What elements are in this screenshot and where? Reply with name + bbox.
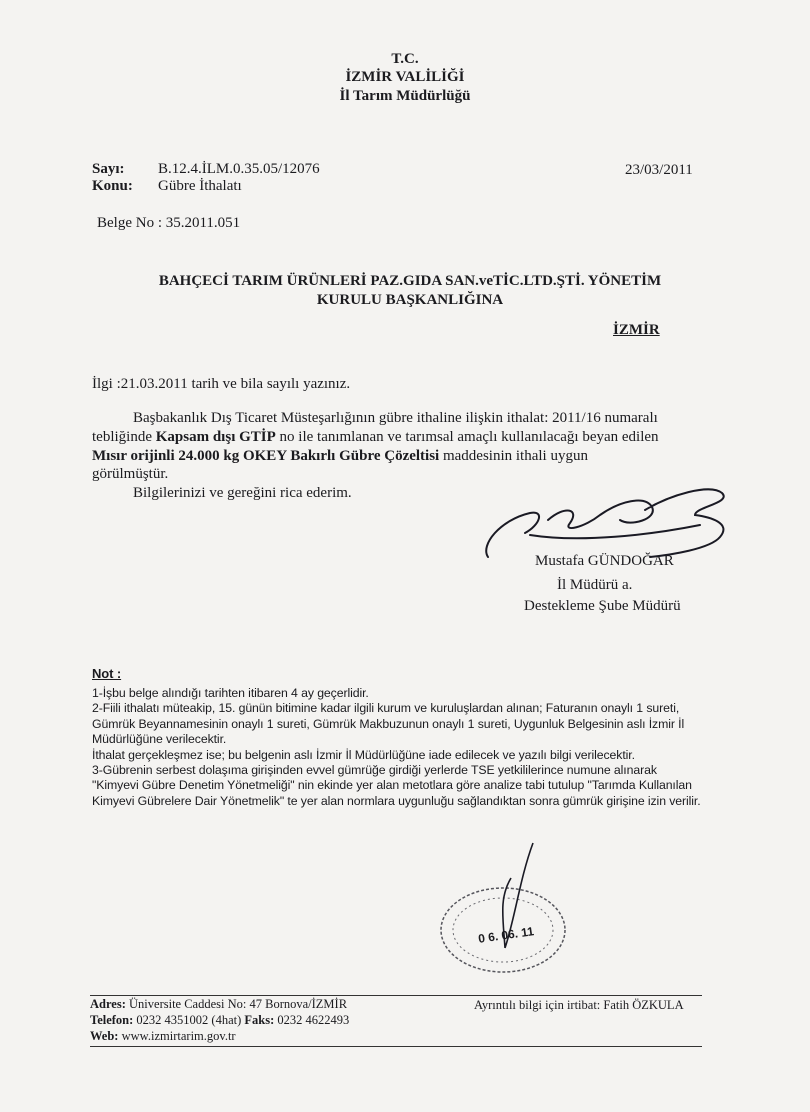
document-date: 23/03/2011 (625, 162, 693, 178)
footer-web (90, 1028, 236, 1045)
note-line: 2-Fiili ithalatı müteakip, 15. günün bitimine kadar ilgili kurum ve kuruluşlardan alınan; Faturanın onaylı 1 sureti, (92, 701, 680, 716)
footer-phone (90, 1012, 349, 1029)
body-text-bold-gtip: Kapsam dışı GTİP (155, 429, 276, 445)
belge-no: Belge No : 35.2011.051 (97, 215, 241, 231)
notes-list (92, 686, 701, 809)
web-value: www.izmirtarim.gov.tr (118, 1029, 236, 1043)
stamp-date: 0 6. 06. 11 (477, 924, 535, 946)
phone-label: Telefon: (90, 1013, 134, 1027)
signatory-title-1: İl Müdürü a. (557, 577, 633, 593)
header-line-mudurluk: İl Tarım Müdürlüğü (339, 88, 471, 104)
address-value: Üniversite Caddesi No: 47 Bornova/İZMİR (125, 997, 348, 1011)
body-paragraph-line-4: görülmüştür. (92, 466, 169, 482)
body-paragraph-line-1: Başbakanlık Dış Ticaret Müsteşarlığının gübre ithaline ilişkin ithalat: 2011/16 numaralı (133, 410, 658, 426)
body-paragraph-line-2 (92, 428, 659, 446)
body-text-bold-product: Mısır orijinli 24.000 kg OKEY Bakırlı Gübre Çözeltisi (92, 448, 440, 464)
header-line-tc: T.C. (391, 51, 419, 67)
konu-value: Gübre İthalatı (158, 178, 242, 194)
addressee-line-2: KURULU BAŞKANLIĞINA (316, 292, 504, 308)
body-text-segment: maddesinin ithali uygun (439, 448, 588, 464)
header-line-valilik: İZMİR VALİLİĞİ (345, 69, 465, 85)
addressee-line-1: BAHÇECİ TARIM ÜRÜNLERİ PAZ.GIDA SAN.veTİC.LTD.ŞTİ. YÖNETİM (158, 273, 662, 289)
body-text-segment: no ile tanımlanan ve tarımsal amaçlı kullanılacağı beyan edilen (275, 429, 659, 445)
web-label: Web: (90, 1029, 119, 1043)
body-paragraph-line-3 (92, 447, 588, 465)
note-line: İthalat gerçekleşmez ise; bu belgenin aslı İzmir İl Müdürlüğüne iade edilecek ve yazılı bilgi verilecektir. (92, 747, 635, 762)
footer-divider-bottom (90, 1046, 702, 1047)
note-line: Müdürlüğüne verilecektir. (92, 732, 227, 747)
note-line: 3-Gübrenin serbest dolaşıma girişinden evvel gümrüğe girdiği yerlerde TSE yetkililerince numune alınarak (92, 763, 657, 778)
addressee-city: İZMİR (613, 322, 660, 338)
notes-title: Not : (92, 666, 122, 681)
body-text-segment: tebliğinde (92, 429, 156, 445)
footer-address (90, 996, 347, 1013)
note-line: Gümrük Beyannamesinin onaylı 1 sureti, Gümrük Makbuzunun onaylı 1 sureti, Uygunluk Belgesinin aslı İzmir İl (92, 716, 685, 731)
fax-label: Faks: (244, 1013, 275, 1027)
note-line: Kimyevi Gübrelere Dair Yönetmelik" te yer alan normlara uygunluğu sağlandıktan sonra gümrük girişine izin verilir. (92, 793, 701, 808)
signatory-name: Mustafa GÜNDOĞAR (535, 553, 674, 569)
sayi-label: Sayı: (92, 161, 125, 177)
sayi-value: B.12.4.İLM.0.35.05/12076 (158, 161, 320, 177)
konu-label: Konu: (92, 178, 133, 194)
stamp-seal (425, 838, 585, 978)
fax-value: 0232 4622493 (274, 1013, 350, 1027)
closing-sentence: Bilgilerinizi ve gereğini rica ederim. (133, 485, 352, 501)
ilgi-line: İlgi :21.03.2011 tarih ve bila sayılı yazınız. (92, 376, 351, 392)
address-label: Adres: (90, 997, 126, 1011)
footer-contact: Ayrıntılı bilgi için irtibat: Fatih ÖZKULA (474, 998, 684, 1012)
phone-value: 0232 4351002 (4hat) (133, 1013, 245, 1027)
note-line: "Kimyevi Gübre Denetim Yönetmeliği" nin ekinde yer alan metotlara göre analize tabi tutulup "Tarımda Kullanılan (92, 778, 692, 793)
note-line: 1-İşbu belge alındığı tarihten itibaren 4 ay geçerlidir. (92, 686, 369, 700)
signatory-title-2: Destekleme Şube Müdürü (524, 598, 681, 614)
